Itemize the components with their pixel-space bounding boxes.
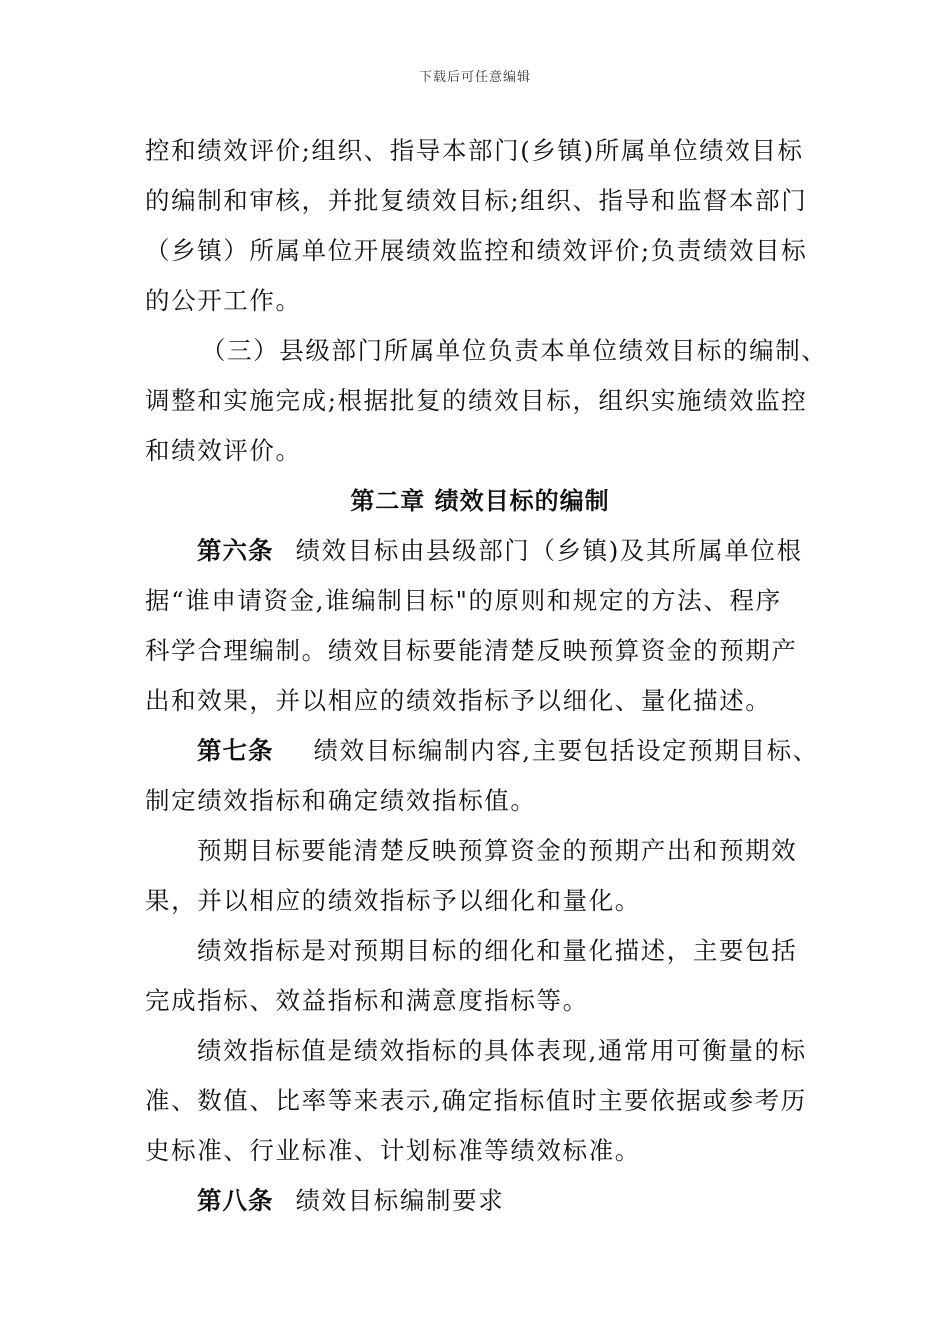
- text-line: 预期目标要能清楚反映预算资金的预期产出和预期效: [197, 836, 798, 865]
- text-span: 绩效目标编制要求: [295, 1186, 505, 1215]
- article-6-label: 第六条: [197, 536, 274, 565]
- text-line: 据“谁申请资金,谁编制目标"的原则和规定的方法、程序: [145, 586, 782, 615]
- text-line: 绩效指标值是绩效指标的具体表现,通常用可衡量的标: [197, 1036, 807, 1065]
- text-line: 调整和实施完成;根据批复的绩效目标，组织实施绩效监控: [145, 386, 808, 415]
- text-line: 出和效果，并以相应的绩效指标予以细化、量化描述。: [145, 686, 772, 715]
- text-line: 控和绩效评价;组织、指导本部门(乡镇)所属单位绩效目标: [145, 136, 804, 165]
- text-line: 的公开工作。: [145, 286, 302, 315]
- article-7-line: [145, 726, 819, 776]
- text-line: （三）县级部门所属单位负责本单位绩效目标的编制、: [201, 336, 828, 365]
- text-line: 和绩效评价。: [145, 436, 302, 465]
- text-line: 史标准、行业标准、计划标准等绩效标准。: [145, 1136, 641, 1165]
- text-line: 完成指标、效益指标和满意度指标等。: [145, 986, 589, 1015]
- text-line: 准、数值、比率等来表示,确定指标值时主要依据或参考历: [145, 1086, 807, 1115]
- text-line: （乡镇）所属单位开展绩效监控和绩效评价;负责绩效目标: [145, 236, 808, 265]
- text-line: 的编制和审核，并批复绩效目标;组织、指导和监督本部门: [145, 186, 808, 215]
- text-line: 科学合理编制。绩效目标要能清楚反映预算资金的预期产: [145, 636, 798, 665]
- text-line: 绩效指标是对预期目标的细化和量化描述，主要包括: [197, 936, 798, 965]
- text-span: 绩效目标由县级部门（乡镇)及其所属单位根: [295, 536, 803, 565]
- text-line: 果，并以相应的绩效指标予以细化和量化。: [145, 886, 641, 915]
- text-span: 绩效目标编制内容,主要包括设定预期目标、: [313, 736, 819, 765]
- article-7-label: 第七条: [197, 736, 274, 765]
- text-line: 制定绩效指标和确定绩效指标值。: [145, 786, 537, 815]
- document-body: [145, 126, 828, 1226]
- article-6-line: [145, 526, 815, 576]
- article-8-label: 第八条: [197, 1186, 274, 1215]
- article-8-line: [145, 1176, 815, 1226]
- page-header: 下载后可任意编辑: [418, 70, 531, 85]
- chapter-title: 第二章 绩效目标的编制: [350, 487, 610, 515]
